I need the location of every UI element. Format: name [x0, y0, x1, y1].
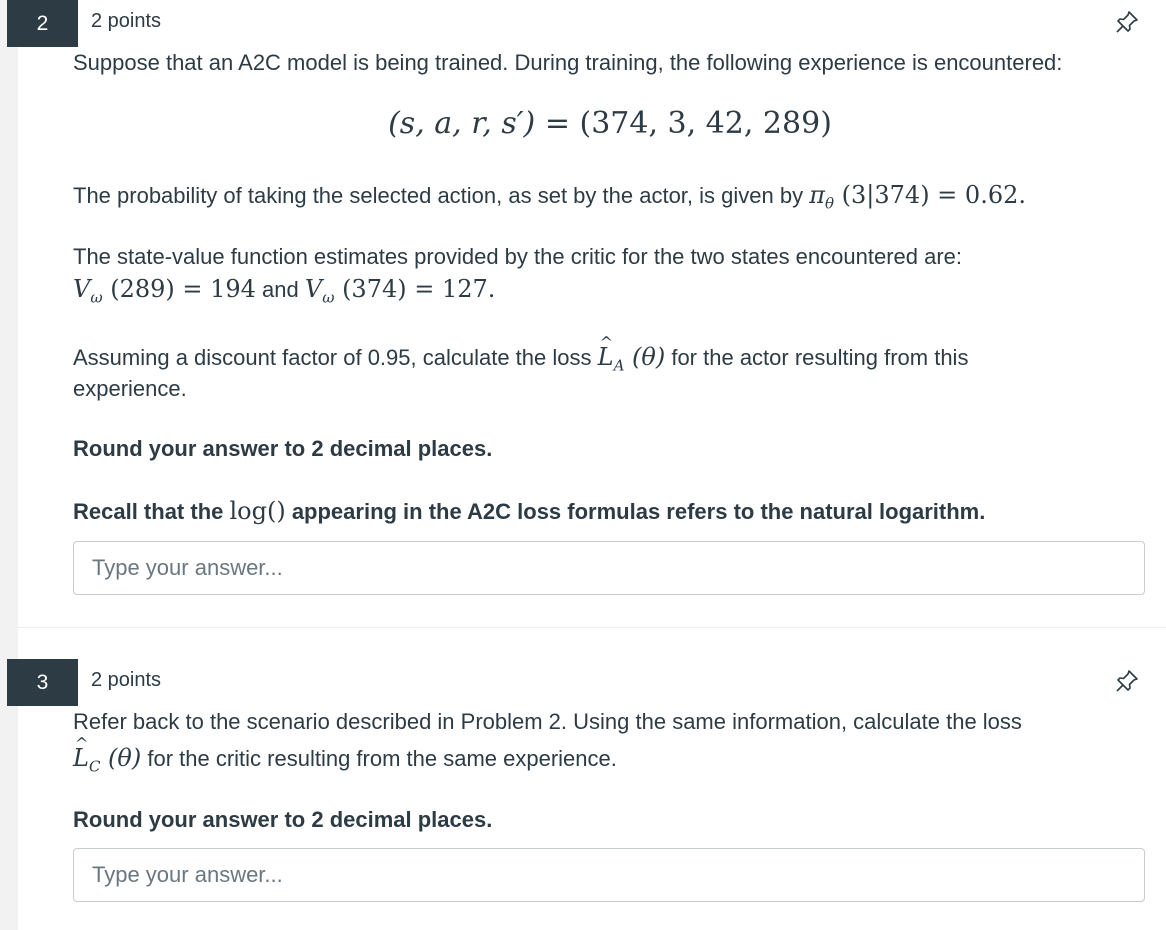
probability-text: The probability of taking the selected action, as set by the actor, is given by: [73, 183, 804, 208]
pin-icon[interactable]: [1114, 9, 1140, 35]
and-text: and: [255, 277, 305, 302]
refer-rest: for the critic resulting from the same experience.: [141, 746, 617, 771]
pi-subscript: θ: [825, 194, 835, 213]
assumption-line-2: experience.: [73, 376, 187, 401]
refer-sentence: Refer back to the scenario described in Problem 2. Using the same information, calculate the loss: [73, 709, 1022, 734]
question-number-badge: 3: [7, 659, 78, 706]
probability-sentence: [73, 179, 1026, 219]
v-value-1: (289) = 194: [102, 275, 256, 303]
critic-loss-line: [73, 742, 617, 782]
v-subscript-1: ω: [90, 288, 103, 307]
recall-post: appearing in the A2C loss formulas refers to the natural logarithm.: [285, 499, 986, 524]
loss-subscript: A: [613, 356, 625, 375]
value-estimates: [73, 273, 495, 313]
question-points: 2 points: [91, 669, 162, 691]
v-value-2: (374) = 127.: [334, 275, 496, 303]
v-symbol-2: V: [304, 275, 323, 303]
pin-icon[interactable]: [1114, 668, 1140, 694]
loss-symbol: ^ L: [598, 341, 614, 373]
loss-subscript: C: [88, 757, 101, 776]
pi-symbol: π: [809, 181, 825, 209]
v-subscript-2: ω: [322, 288, 335, 307]
v-symbol-1: V: [73, 275, 91, 303]
critic-sentence: The state-value function estimates provided by the critic for the two states encountered are:: [73, 244, 963, 269]
round-instruction: Round your answer to 2 decimal places.: [73, 436, 493, 461]
experience-equation: [0, 106, 1166, 141]
question-points: 2 points: [91, 10, 162, 32]
loss-symbol: ^ L: [73, 742, 89, 774]
question-3-card: [0, 628, 1166, 930]
log-function: log(): [229, 497, 286, 525]
probability-value: (3|374) = 0.62.: [834, 181, 1026, 209]
assumption-rest: for the actor resulting from this: [665, 345, 969, 370]
recall-note: [73, 495, 985, 528]
equation-lhs: (s, a, r, s′): [388, 106, 536, 141]
equation-rhs: = (374, 3, 42, 289): [544, 106, 832, 141]
round-instruction: Round your answer to 2 decimal places.: [73, 807, 493, 832]
assumption-sentence: [73, 341, 968, 381]
answer-input[interactable]: [73, 541, 1145, 595]
loss-argument: (θ): [624, 343, 666, 371]
question-number-badge: 2: [7, 0, 78, 47]
loss-argument: (θ): [100, 744, 142, 772]
question-intro: Suppose that an A2C model is being trained. During training, the following experience is encountered:: [73, 50, 1063, 75]
recall-pre: Recall that the: [73, 499, 230, 524]
assumption-text: Assuming a discount factor of 0.95, calculate the loss: [73, 345, 598, 370]
answer-input[interactable]: [73, 848, 1145, 902]
